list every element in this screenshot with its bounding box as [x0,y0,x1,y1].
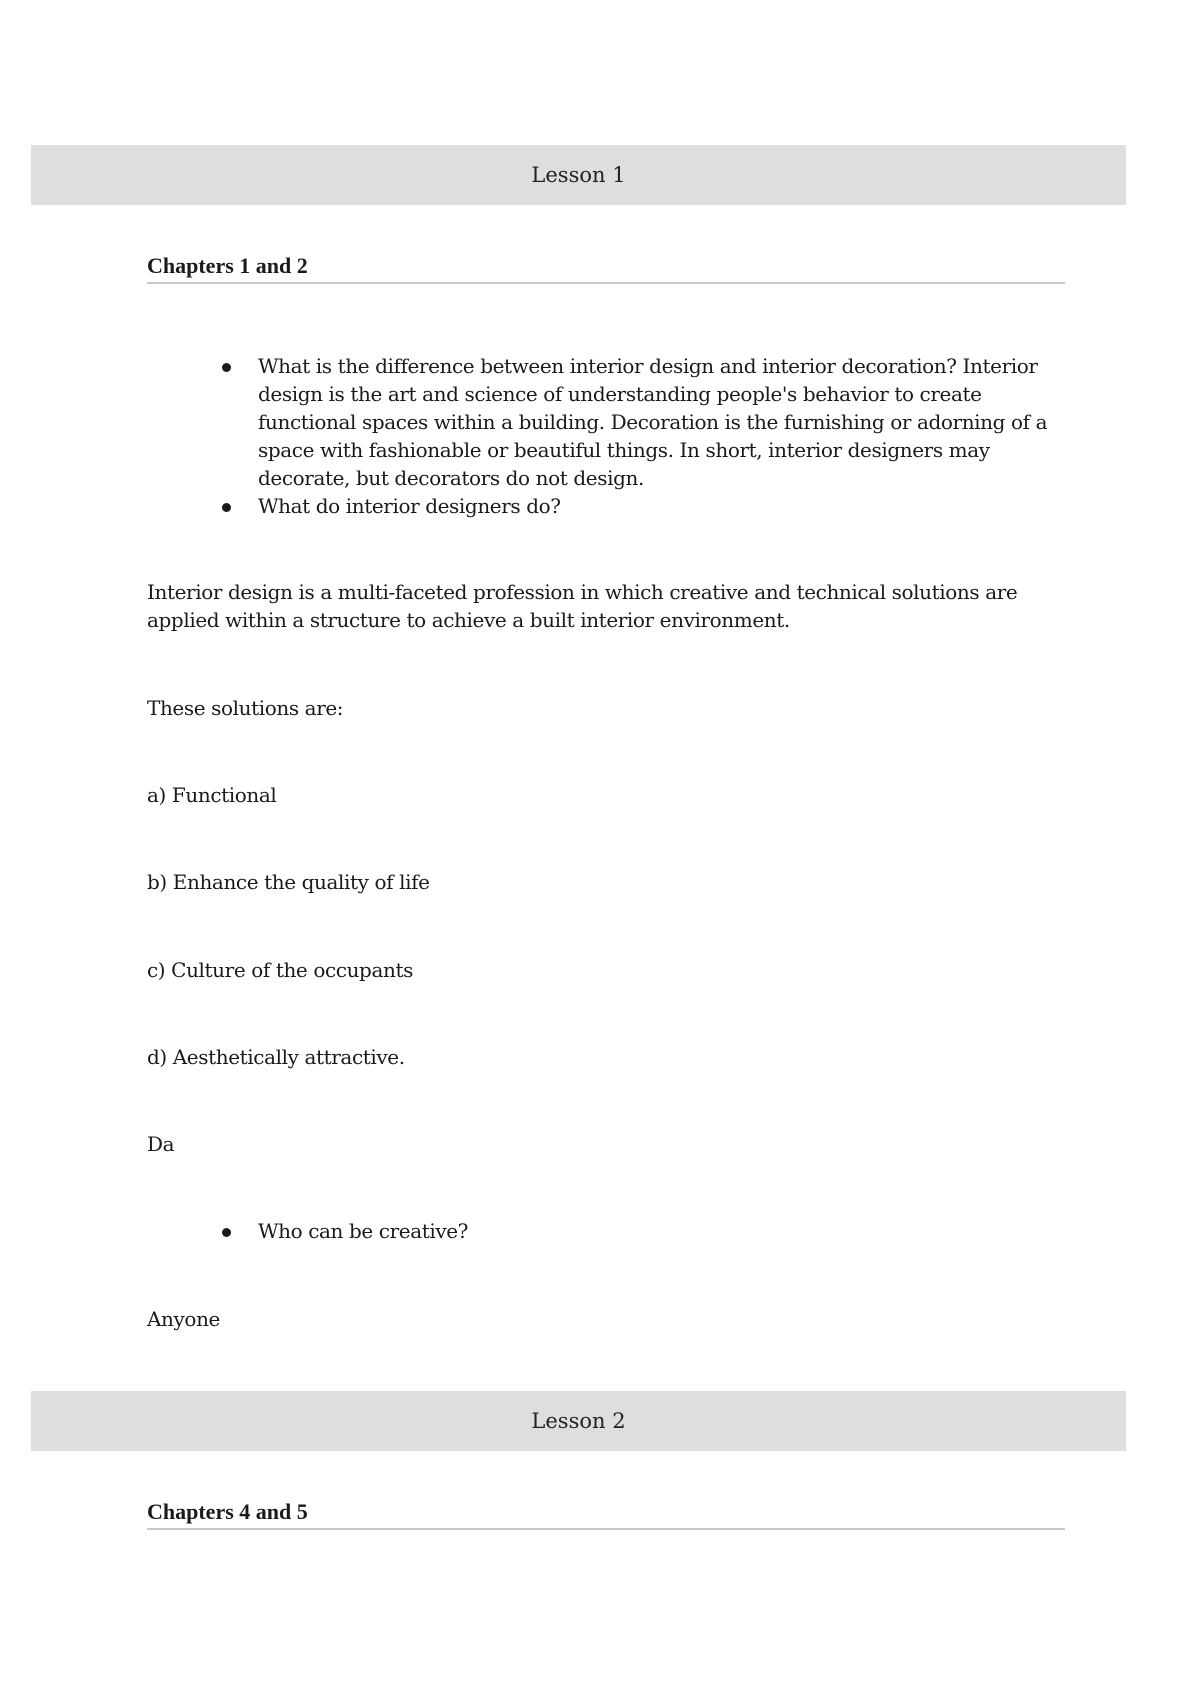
solutions-intro: These solutions are: [147,696,344,720]
question-list-1 [222,352,1067,520]
solution-item-b: b) Enhance the quality of life [147,870,430,894]
list-item: What do interior designers do? [222,492,1067,520]
note-text: Da [147,1132,175,1156]
question-list-2 [222,1217,1067,1245]
solution-item-c: c) Culture of the occupants [147,958,413,982]
lesson-2-header: Lesson 2 [31,1391,1126,1451]
list-item: What is the difference between interior design and interior decoration? Interior design is the art and science of understanding people's behavior to create functional spaces within a building. Decoration is the furnishing or adorning of a space with fashionable or beautiful things. In short, interior designers may decorate, but decorators do not design. [222,352,1067,492]
definition-paragraph: Interior design is a multi-faceted profession in which creative and technical solutions are applied within a structure to achieve a built interior environment. [147,580,1018,632]
chapters-4-5-heading: Chapters 4 and 5 [147,1498,1065,1530]
list-item: Who can be creative? [222,1217,1067,1245]
answer-text: Anyone [147,1307,220,1331]
solution-item-a: a) Functional [147,783,277,807]
solution-item-d: d) Aesthetically attractive. [147,1045,405,1069]
chapters-1-2-heading: Chapters 1 and 2 [147,252,1065,284]
lesson-1-header: Lesson 1 [31,145,1126,205]
